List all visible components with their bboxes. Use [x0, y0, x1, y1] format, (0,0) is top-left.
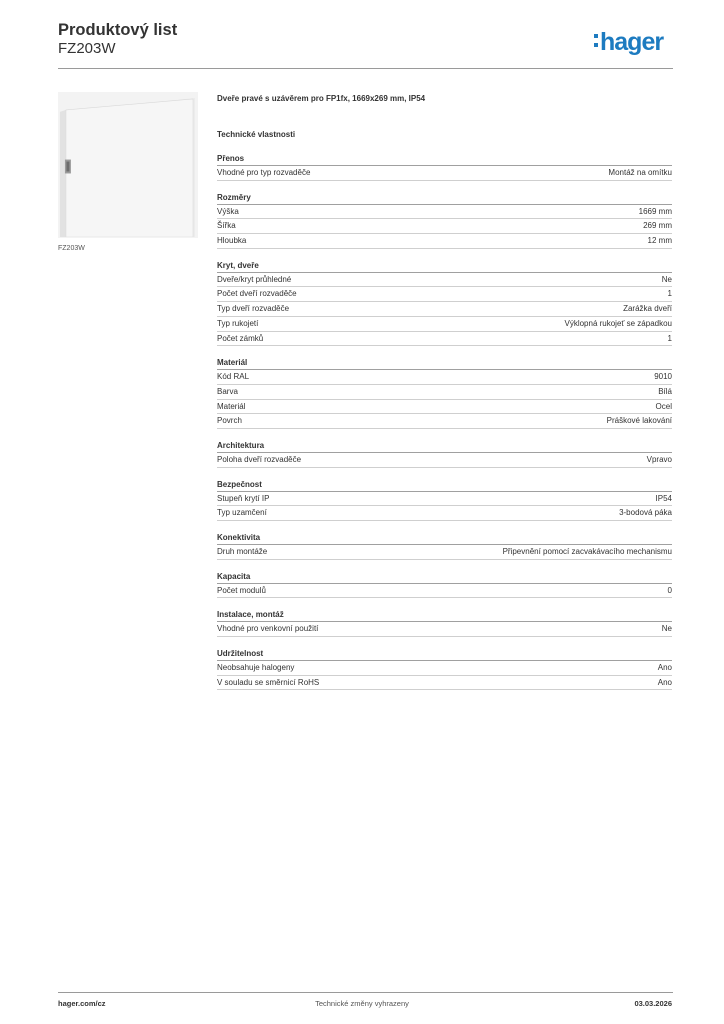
spec-value: Výklopná rukojeť se západkou: [564, 318, 672, 328]
spec-sheet: [217, 94, 672, 700]
spec-label: Hloubka: [217, 236, 247, 246]
spec-section: [217, 439, 672, 478]
section-spacer: [217, 468, 672, 478]
logo-colon-icon: [594, 32, 598, 52]
spec-label: Počet modulů: [217, 585, 266, 595]
spec-label: Vhodné pro typ rozvaděče: [217, 168, 311, 177]
footer-divider: [58, 992, 673, 993]
spec-row: [217, 219, 672, 234]
tech-properties-heading: Technické vlastnosti: [217, 130, 296, 139]
section-title: Kapacita: [217, 570, 672, 584]
section-spacer: [217, 690, 672, 700]
section-title: Konektivita: [217, 531, 672, 545]
spec-value: Zarážka dveří: [623, 304, 672, 314]
section-title: Materiál: [217, 356, 672, 370]
section-title: Rozměry: [217, 191, 672, 205]
spec-row: [217, 661, 672, 676]
spec-row: [217, 234, 672, 249]
spec-value: Ano: [657, 663, 672, 673]
spec-row: [217, 287, 672, 302]
spec-label: Typ dveří rozvaděče: [217, 304, 290, 314]
product-code: FZ203W: [58, 40, 116, 57]
spec-section: [217, 531, 672, 570]
image-caption: FZ203W: [58, 245, 85, 252]
spec-label: Druh montáže: [217, 547, 268, 556]
section-title: Kryt, dveře: [217, 259, 672, 273]
footer-note: Technické změny vyhrazeny: [315, 999, 409, 1008]
spec-value: 9010: [654, 372, 672, 382]
spec-label: Vhodné pro venkovní použití: [217, 624, 319, 634]
spec-row: [217, 400, 672, 415]
section-spacer: [217, 560, 672, 570]
section-spacer: [217, 598, 672, 608]
spec-value: Ne: [661, 274, 672, 284]
section-title: Architektura: [217, 439, 672, 453]
page-title: Produktový list: [58, 21, 178, 39]
spec-value: 269 mm: [643, 221, 672, 231]
spec-label: Poloha dveří rozvaděče: [217, 454, 302, 464]
spec-row: [217, 584, 672, 599]
spec-row: [217, 676, 672, 691]
spec-value: IP54: [655, 493, 672, 503]
door-panel-icon: [58, 98, 197, 237]
spec-label: Šířka: [217, 221, 236, 231]
spec-section: [217, 152, 672, 191]
spec-sections: [217, 152, 672, 700]
section-spacer: [217, 249, 672, 259]
spec-row: [217, 545, 672, 560]
spec-label: Počet dveří rozvaděče: [217, 289, 297, 299]
spec-row: [217, 317, 672, 332]
spec-section: [217, 478, 672, 531]
spec-label: Barva: [217, 386, 238, 396]
spec-value: Vpravo: [646, 454, 672, 464]
section-title: Udržitelnost: [217, 647, 672, 661]
spec-label: Povrch: [217, 416, 242, 426]
spec-row: [217, 302, 672, 317]
spec-value: 1: [667, 289, 672, 299]
spec-label: Neobsahuje halogeny: [217, 663, 295, 673]
spec-section: [217, 259, 672, 356]
spec-label: Kód RAL: [217, 372, 250, 382]
spec-label: Počet zámků: [217, 333, 264, 343]
spec-row: [217, 492, 672, 507]
spec-row: [217, 506, 672, 521]
spec-row: [217, 453, 672, 468]
spec-row: [217, 166, 672, 181]
spec-label: Typ rukojetí: [217, 318, 259, 328]
spec-label: Materiál: [217, 401, 246, 411]
spec-value: Montáž na omítku: [608, 168, 672, 177]
spec-row: [217, 205, 672, 220]
section-spacer: [217, 521, 672, 531]
spec-section: [217, 647, 672, 700]
spec-value: 1: [667, 333, 672, 343]
spec-value: Bílá: [658, 386, 672, 396]
product-description: Dveře pravé s uzávěrem pro FP1fx, 1669x269 mm, IP54: [217, 94, 426, 103]
section-spacer: [217, 637, 672, 647]
spec-label: Stupeň krytí IP: [217, 493, 270, 503]
section-spacer: [217, 346, 672, 356]
spec-section: [217, 191, 672, 259]
section-spacer: [217, 429, 672, 439]
hager-logo: [594, 28, 663, 56]
section-spacer: [217, 181, 672, 191]
spec-row: [217, 385, 672, 400]
footer-date: 03.03.2026: [634, 999, 672, 1008]
spec-value: 0: [667, 585, 672, 595]
section-title: Přenos: [217, 152, 672, 166]
footer-website: hager.com/cz: [58, 999, 106, 1008]
spec-row: [217, 622, 672, 637]
section-title: Instalace, montáž: [217, 608, 672, 622]
spec-row: [217, 370, 672, 385]
spec-value: Připevnění pomocí zacvakávacího mechanismu: [502, 547, 672, 556]
spec-value: 12 mm: [647, 236, 672, 246]
spec-section: [217, 356, 672, 439]
product-image: [58, 92, 198, 238]
spec-label: V souladu se směrnicí RoHS: [217, 677, 320, 687]
section-title: Bezpečnost: [217, 478, 672, 492]
spec-label: Dveře/kryt průhledné: [217, 274, 292, 284]
spec-value: Ocel: [655, 401, 672, 411]
spec-label: Výška: [217, 206, 239, 216]
spec-row: [217, 332, 672, 347]
spec-section: [217, 608, 672, 647]
spec-row: [217, 414, 672, 429]
spec-value: Ano: [657, 677, 672, 687]
spec-value: Ne: [661, 624, 672, 634]
spec-value: Práškové lakování: [606, 416, 672, 426]
spec-section: [217, 570, 672, 609]
spec-row: [217, 273, 672, 288]
spec-value: 1669 mm: [638, 206, 672, 216]
header-divider: [58, 68, 673, 69]
spec-value: 3-bodová páka: [619, 508, 672, 518]
logo-text: hager: [600, 28, 664, 56]
spec-label: Typ uzamčení: [217, 508, 267, 518]
